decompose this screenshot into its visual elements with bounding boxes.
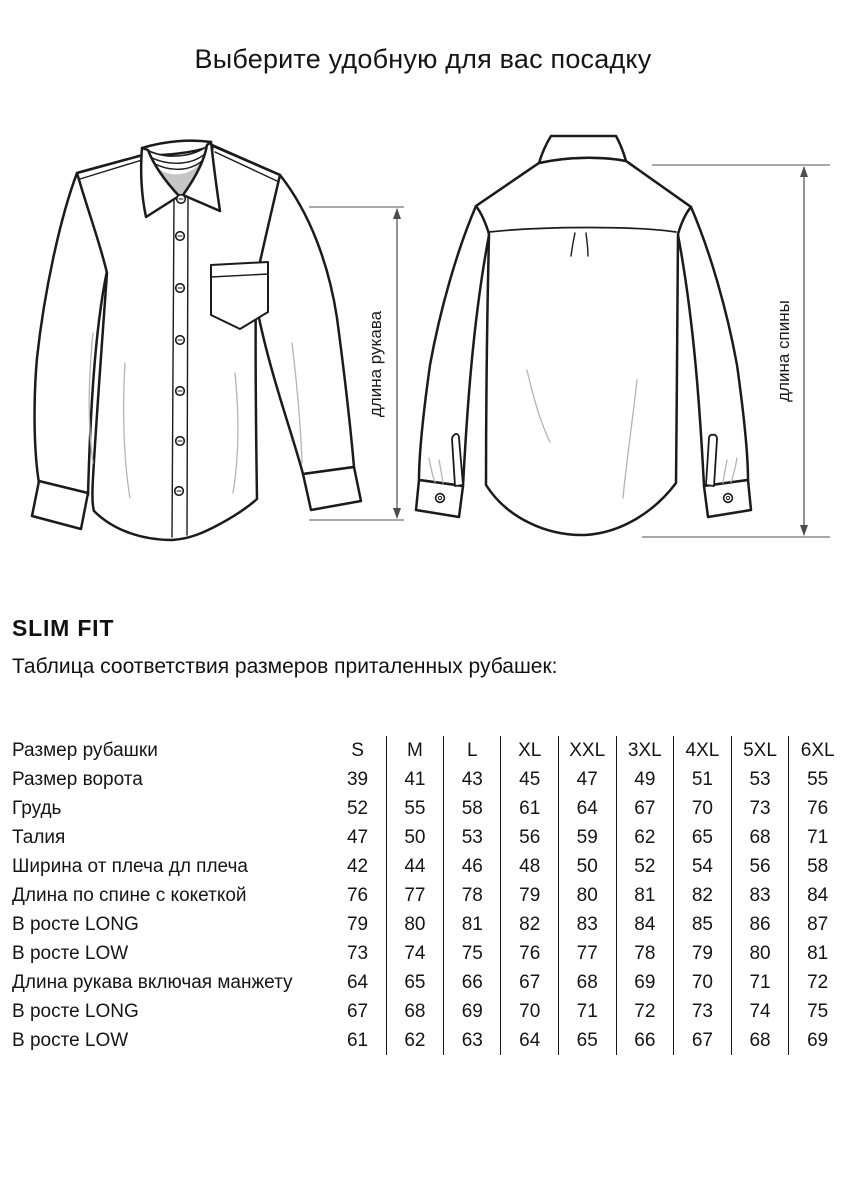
row-label: Грудь	[12, 798, 62, 819]
table-row	[12, 1026, 846, 1055]
sleeve-length-label: длина рукава	[366, 310, 385, 418]
size-cell: 64	[346, 972, 369, 993]
size-col-header: 6XL	[789, 736, 846, 765]
size-cell: 71	[789, 823, 846, 852]
size-cell: 53	[731, 765, 789, 794]
size-cell: 62	[386, 1026, 443, 1055]
size-cell: 51	[674, 765, 732, 794]
row-label: Талия	[12, 827, 66, 848]
size-cell: 77	[386, 881, 443, 910]
size-cell: 56	[731, 852, 789, 881]
size-cell: 83	[731, 881, 789, 910]
back-shirt-drawing	[416, 136, 751, 535]
table-row	[12, 939, 846, 968]
fit-subtitle: Таблица соответствия размеров приталенных рубашек:	[12, 655, 558, 678]
size-cell: 47	[346, 827, 369, 848]
size-cell: 55	[789, 765, 846, 794]
size-cell: 66	[616, 1026, 674, 1055]
size-cell: 73	[346, 943, 369, 964]
size-cell: 63	[444, 1026, 501, 1055]
size-cell: 50	[386, 823, 443, 852]
row-label: В росте LONG	[12, 1001, 139, 1022]
shirt-diagram	[0, 125, 846, 570]
size-cell: 72	[789, 968, 846, 997]
size-col-header: M	[386, 736, 443, 765]
row-label: Размер рубашки	[12, 740, 158, 761]
size-cell: 75	[444, 939, 501, 968]
size-cell: 53	[444, 823, 501, 852]
size-cell: 78	[616, 939, 674, 968]
size-cell: 76	[346, 885, 369, 906]
table-row	[12, 968, 846, 997]
size-col-header: S	[351, 740, 364, 761]
size-cell: 61	[501, 794, 558, 823]
size-cell: 58	[444, 794, 501, 823]
size-cell: 67	[674, 1026, 732, 1055]
page-title: Выберите удобную для вас посадку	[194, 44, 652, 74]
front-shirt-drawing	[32, 141, 361, 540]
size-cell: 84	[616, 910, 674, 939]
size-cell: 86	[731, 910, 789, 939]
size-cell: 70	[501, 997, 558, 1026]
size-cell: 56	[501, 823, 558, 852]
table-row	[12, 910, 846, 939]
size-cell: 70	[674, 794, 732, 823]
row-label: Ширина от плеча дл плеча	[12, 856, 248, 877]
row-label: В росте LOW	[12, 943, 129, 964]
size-cell: 39	[346, 769, 369, 790]
size-cell: 68	[558, 968, 616, 997]
size-cell: 79	[346, 914, 369, 935]
size-col-header: L	[444, 736, 501, 765]
size-cell: 58	[789, 852, 846, 881]
size-cell: 50	[558, 852, 616, 881]
size-cell: 81	[616, 881, 674, 910]
size-cell: 87	[789, 910, 846, 939]
size-cell: 62	[616, 823, 674, 852]
size-cell: 49	[616, 765, 674, 794]
size-cell: 67	[616, 794, 674, 823]
size-cell: 80	[731, 939, 789, 968]
size-cell: 70	[674, 968, 732, 997]
size-cell: 80	[386, 910, 443, 939]
size-cell: 65	[674, 823, 732, 852]
size-col-header: XL	[501, 736, 558, 765]
size-cell: 42	[346, 856, 369, 877]
size-cell: 79	[501, 881, 558, 910]
size-cell: 76	[789, 794, 846, 823]
size-cell: 78	[444, 881, 501, 910]
size-cell: 72	[616, 997, 674, 1026]
size-cell: 68	[386, 997, 443, 1026]
fit-heading: SLIM FIT	[12, 615, 115, 641]
size-col-header: 4XL	[674, 736, 732, 765]
size-cell: 55	[386, 794, 443, 823]
size-cell: 67	[346, 1001, 369, 1022]
size-cell: 46	[444, 852, 501, 881]
size-cell: 82	[501, 910, 558, 939]
row-label: Размер ворота	[12, 769, 143, 790]
size-cell: 80	[558, 881, 616, 910]
size-col-header: 5XL	[731, 736, 789, 765]
size-cell: 68	[731, 823, 789, 852]
size-cell: 43	[444, 765, 501, 794]
size-cell: 67	[501, 968, 558, 997]
size-cell: 48	[501, 852, 558, 881]
size-col-header: XXL	[558, 736, 616, 765]
size-cell: 69	[789, 1026, 846, 1055]
size-cell: 41	[386, 765, 443, 794]
size-cell: 74	[731, 997, 789, 1026]
size-cell: 52	[616, 852, 674, 881]
size-cell: 74	[386, 939, 443, 968]
size-cell: 73	[674, 997, 732, 1026]
size-table	[12, 736, 846, 1055]
size-cell: 64	[558, 794, 616, 823]
size-cell: 77	[558, 939, 616, 968]
size-cell: 83	[558, 910, 616, 939]
row-label: В росте LONG	[12, 914, 139, 935]
size-cell: 68	[731, 1026, 789, 1055]
row-label: Длина по спине с кокеткой	[12, 885, 247, 906]
size-cell: 54	[674, 852, 732, 881]
size-cell: 47	[558, 765, 616, 794]
size-cell: 85	[674, 910, 732, 939]
size-cell: 69	[616, 968, 674, 997]
size-cell: 66	[444, 968, 501, 997]
size-cell: 82	[674, 881, 732, 910]
table-header-row	[12, 736, 846, 765]
size-cell: 59	[558, 823, 616, 852]
size-cell: 81	[444, 910, 501, 939]
table-row	[12, 997, 846, 1026]
size-cell: 71	[558, 997, 616, 1026]
table-row	[12, 881, 846, 910]
row-label: В росте LOW	[12, 1030, 129, 1051]
size-cell: 65	[386, 968, 443, 997]
size-cell: 45	[501, 765, 558, 794]
size-cell: 76	[501, 939, 558, 968]
size-cell: 81	[789, 939, 846, 968]
size-cell: 73	[731, 794, 789, 823]
size-cell: 75	[789, 997, 846, 1026]
size-col-header: 3XL	[616, 736, 674, 765]
size-cell: 52	[346, 798, 369, 819]
size-cell: 69	[444, 997, 501, 1026]
size-cell: 64	[501, 1026, 558, 1055]
size-cell: 71	[731, 968, 789, 997]
table-row	[12, 852, 846, 881]
table-row	[12, 794, 846, 823]
table-row	[12, 765, 846, 794]
row-label: Длина рукава включая манжету	[12, 972, 293, 993]
back-length-label: длина спины	[774, 300, 793, 402]
table-row	[12, 823, 846, 852]
size-cell: 65	[558, 1026, 616, 1055]
size-cell: 84	[789, 881, 846, 910]
size-cell: 44	[386, 852, 443, 881]
size-cell: 79	[674, 939, 732, 968]
size-cell: 61	[346, 1030, 369, 1051]
